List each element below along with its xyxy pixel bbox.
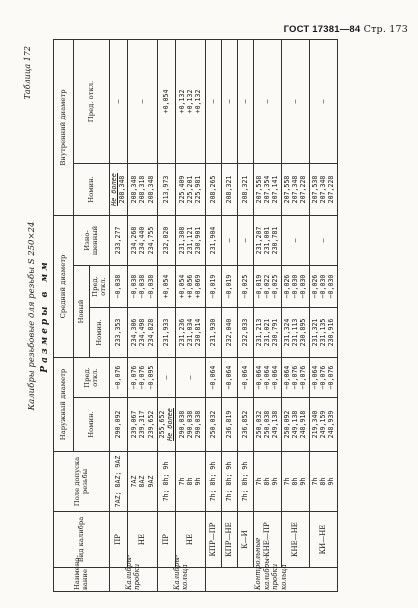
cell-m-dev: −0,038 bbox=[110, 266, 128, 308]
standard-number: ГОСТ 17381—84 bbox=[283, 24, 361, 35]
cell-m-dev: −0,026 −0,030 −0,030 bbox=[281, 266, 309, 308]
cell-i-nom: 207,558 207,348 207,228 bbox=[281, 164, 309, 216]
header-name: Наимено-вание bbox=[54, 568, 110, 592]
cell-i-dev: — bbox=[253, 39, 281, 163]
tolerance-field: 7h 8h 9h bbox=[175, 452, 205, 512]
group-label: Калибры-пробки bbox=[110, 568, 158, 592]
header-middle: Средний диаметр bbox=[54, 216, 74, 358]
cell-worn: — bbox=[237, 216, 253, 266]
gauge-kind: КИ—НЕ bbox=[309, 512, 337, 568]
cell-o-dev: −0,076 bbox=[110, 358, 128, 398]
gauge-kind: НЕ bbox=[127, 512, 157, 568]
group-label: Калибры-кольца bbox=[157, 568, 205, 592]
cell-worn: — bbox=[309, 216, 337, 266]
cell-i-nom: 208,321 bbox=[221, 164, 237, 216]
cell-o-dev: — bbox=[157, 358, 175, 398]
cell-worn: — bbox=[221, 216, 237, 266]
table-subtitle: Размеры в мм bbox=[40, 259, 50, 373]
cell-i-nom: 207,558 207,354 207,141 bbox=[253, 164, 281, 216]
gauge-kind: К—И bbox=[237, 512, 253, 568]
table-row bbox=[253, 39, 281, 591]
tolerance-field: 7AZ 8AZ 9AZ bbox=[127, 452, 157, 512]
header-kind: Вид калибра bbox=[54, 512, 110, 568]
gauge-kind: КНЕ—ПР bbox=[253, 512, 281, 568]
header-outer: Наружный диаметр bbox=[54, 358, 74, 452]
table-row bbox=[175, 39, 205, 591]
rotated-table-area bbox=[25, 40, 409, 592]
cell-i-dev: — bbox=[221, 39, 237, 163]
header-inner: Внутренний диаметр bbox=[54, 39, 74, 215]
table-row bbox=[309, 39, 337, 591]
cell-i-nom: 208,348 208,318 208,348 bbox=[127, 164, 157, 216]
cell-o-nom: 236,819 bbox=[221, 398, 237, 452]
table-body bbox=[110, 39, 338, 591]
cell-o-nom: 290,038 290,038 290,038 bbox=[175, 398, 205, 452]
cell-i-dev: — bbox=[127, 39, 157, 163]
gauge-kind: НЕ bbox=[175, 512, 205, 568]
ne-bolee-note-outer: Не более bbox=[166, 408, 175, 441]
cell-o-nom: 250,032 bbox=[205, 398, 221, 452]
header-worn: Изно-шенный bbox=[74, 216, 110, 266]
group-label: Контрольные калибры-пробки кольца bbox=[205, 568, 337, 592]
page-number: Стр. 173 bbox=[363, 24, 408, 35]
header-outer-dev: Пред. откл. bbox=[74, 358, 110, 398]
cell-o-dev: −0,064 −0,064 −0,064 bbox=[253, 358, 281, 398]
table-row bbox=[221, 39, 237, 591]
cell-m-dev: −0,019 bbox=[221, 266, 237, 308]
cell-i-nom: 225,409 225,201 225,981 bbox=[175, 164, 205, 216]
rotated-content bbox=[25, 40, 409, 592]
cell-m-nom: 231,930 bbox=[205, 308, 221, 358]
cell-m-nom: 232,040 bbox=[221, 308, 237, 358]
cell-i-nom: 213,973 bbox=[157, 164, 175, 216]
cell-m-dev: +0,054 +0,056 +0,069 bbox=[175, 266, 205, 308]
table-row bbox=[110, 39, 128, 591]
cell-m-dev: −0,026 −0,030 −0,030 bbox=[309, 266, 337, 308]
table-title: Калибры резьбовые для резьбы S 250×24 bbox=[27, 221, 37, 411]
cell-o-dev: −0,064 bbox=[205, 358, 221, 398]
cell-m-nom: 231,213 231,021 230,791 bbox=[253, 308, 281, 358]
cell-o-dev: — bbox=[175, 358, 205, 398]
header-middle-dev: Пред. откл. bbox=[90, 266, 110, 308]
cell-i-dev: — bbox=[205, 39, 221, 163]
cell-o-dev: −0,064 −0,076 −0,076 bbox=[309, 358, 337, 398]
cell-m-nom: 232,033 bbox=[237, 308, 253, 358]
cell-worn: 233,277 bbox=[110, 216, 128, 266]
header-middle-nom: Номин. bbox=[90, 308, 110, 358]
cell-i-dev: +0,054 bbox=[157, 39, 175, 163]
cell-m-dev: −0,019 bbox=[205, 266, 221, 308]
tolerance-field: 7h; 8h; 9h bbox=[157, 452, 175, 512]
cell-i-dev: — bbox=[237, 39, 253, 163]
cell-i-nom: 207,538 207,348 207,228 bbox=[309, 164, 337, 216]
cell-i-dev: — bbox=[281, 39, 309, 163]
cell-m-dev: −0,038 −0,038 −0,038 bbox=[127, 266, 157, 308]
table-row bbox=[237, 39, 253, 591]
header-field: Поле допуска резьбы bbox=[54, 452, 110, 512]
table-label: Таблица 172 bbox=[23, 46, 32, 100]
cell-m-dev: +0,054 bbox=[157, 266, 175, 308]
cell-m-nom: 233,353 bbox=[110, 308, 128, 358]
cell-o-nom: 250,092 249,138 248,918 bbox=[281, 398, 309, 452]
table-row bbox=[205, 39, 221, 591]
cell-m-nom: 231,321 231,135 230,916 bbox=[309, 308, 337, 358]
cell-worn: 231,904 bbox=[205, 216, 221, 266]
cell-worn: 231,308 231,121 230,901 bbox=[175, 216, 205, 266]
cell-o-dev: −0,064 −0,076 −0,076 bbox=[281, 358, 309, 398]
cell-o-nom: 250,032 250,038 249,138 bbox=[253, 398, 281, 452]
cell-i-dev: — bbox=[110, 39, 128, 163]
cell-i-nom: Не более 208,348 bbox=[110, 164, 128, 216]
cell-o-dev: −0,064 bbox=[221, 358, 237, 398]
gauge-kind: КНЕ—НЕ bbox=[281, 512, 309, 568]
cell-o-nom: 236,852 bbox=[237, 398, 253, 452]
cell-worn: 232,020 bbox=[157, 216, 175, 266]
header-new: Новый bbox=[74, 266, 90, 358]
cell-m-dev: −0,025 bbox=[237, 266, 253, 308]
cell-m-nom: 231,324 231,113 230,895 bbox=[281, 308, 309, 358]
cell-o-nom: 290,092 bbox=[110, 398, 128, 452]
tolerance-field: 7h 8h 9h bbox=[253, 452, 281, 512]
ne-bolee-note-inner: Не более bbox=[110, 173, 118, 206]
gauge-dimensions-table bbox=[53, 39, 338, 592]
header-inner-nom: Номин. bbox=[74, 164, 110, 216]
tolerance-field: 7h; 8h; 9h bbox=[237, 452, 253, 512]
cell-i-dev: +0,132 +0,132 +0,132 bbox=[175, 39, 205, 163]
cell-worn: 231,207 231,001 230,781 bbox=[253, 216, 281, 266]
cell-worn: 234,268 234,440 234,755 bbox=[127, 216, 157, 266]
tolerance-field: 7h; 8h; 9h bbox=[205, 452, 221, 512]
gauge-kind: ПР bbox=[110, 512, 128, 568]
tolerance-field: 7AZ; 8AZ; 9AZ bbox=[110, 452, 128, 512]
cell-o-nom: 219,340 249,159 248,939 bbox=[309, 398, 337, 452]
cell-i-nom: 208,265 bbox=[205, 164, 221, 216]
tolerance-field: 7h; 8h; 9h bbox=[221, 452, 237, 512]
gauge-kind: КПР—ПР bbox=[205, 512, 221, 568]
cell-o-nom: 239,067 239,317 239,652 bbox=[127, 398, 157, 452]
tolerance-field: 7h 8h 9h bbox=[309, 452, 337, 512]
cell-worn: — bbox=[281, 216, 309, 266]
gauge-kind: ПР bbox=[157, 512, 175, 568]
tolerance-field: 7h 8h 9h bbox=[281, 452, 309, 512]
cell-m-nom: 231,236 231,034 230,814 bbox=[175, 308, 205, 358]
cell-m-nom: 234,306 234,498 234,828 bbox=[127, 308, 157, 358]
table-row bbox=[281, 39, 309, 591]
cell-o-nom: 255,652 Не более bbox=[157, 398, 175, 452]
table-row bbox=[157, 39, 175, 591]
cell-m-dev: −0,019 −0,022 −0,025 bbox=[253, 266, 281, 308]
cell-m-nom: 231,933 bbox=[157, 308, 175, 358]
cell-i-dev: — bbox=[309, 39, 337, 163]
cell-o-dev: −0,064 bbox=[237, 358, 253, 398]
header-inner-dev: Пред. откл. bbox=[74, 39, 110, 163]
cell-o-dev: −0,076 −0,076 −0,095 bbox=[127, 358, 157, 398]
gauge-kind: КПР—НЕ bbox=[221, 512, 237, 568]
table-row bbox=[127, 39, 157, 591]
header-outer-nom: Номин. bbox=[74, 398, 110, 452]
cell-i-nom: 208,321 bbox=[237, 164, 253, 216]
page-header bbox=[284, 24, 408, 35]
